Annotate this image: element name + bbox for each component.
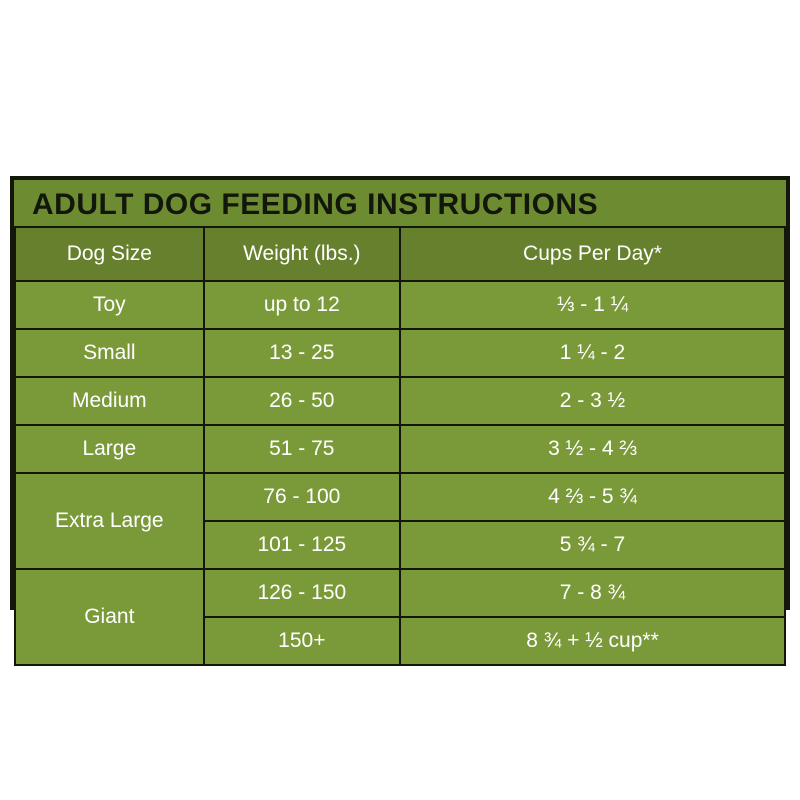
feeding-table (14, 226, 786, 666)
cell-dog-size: Medium (15, 377, 204, 425)
cell-dog-size: Extra Large (15, 473, 204, 569)
cell-dog-size: Toy (15, 281, 204, 329)
cell-cups: 1 ¼ - 2 (400, 329, 785, 377)
cell-cups: ⅓ - 1 ¼ (400, 281, 785, 329)
table-row (15, 473, 785, 521)
feeding-instructions-panel (10, 176, 790, 653)
page-title: ADULT DOG FEEDING INSTRUCTIONS (32, 188, 599, 221)
table-row (15, 281, 785, 329)
table-row (15, 569, 785, 617)
cell-weight: 51 - 75 (204, 425, 400, 473)
column-header-weight: Weight (lbs.) (204, 227, 400, 281)
cell-weight: 126 - 150 (204, 569, 400, 617)
cell-cups: 5 ¾ - 7 (400, 521, 785, 569)
cell-weight: 150+ (204, 617, 400, 665)
cell-dog-size: Small (15, 329, 204, 377)
table-row (15, 425, 785, 473)
cell-cups: 4 ⅔ - 5 ¾ (400, 473, 785, 521)
column-header-dog-size: Dog Size (15, 227, 204, 281)
column-header-cups-per-day: Cups Per Day* (400, 227, 785, 281)
cell-weight: 76 - 100 (204, 473, 400, 521)
cell-cups: 7 - 8 ¾ (400, 569, 785, 617)
cell-dog-size: Large (15, 425, 204, 473)
cell-weight: 101 - 125 (204, 521, 400, 569)
table-row (15, 329, 785, 377)
table-row (15, 377, 785, 425)
cell-cups: 8 ¾ + ½ cup** (400, 617, 785, 665)
cell-cups: 3 ½ - 4 ⅔ (400, 425, 785, 473)
cell-weight: 13 - 25 (204, 329, 400, 377)
table-header-row (15, 227, 785, 281)
cell-weight: 26 - 50 (204, 377, 400, 425)
cell-cups: 2 - 3 ½ (400, 377, 785, 425)
cell-weight: up to 12 (204, 281, 400, 329)
cell-dog-size: Giant (15, 569, 204, 665)
